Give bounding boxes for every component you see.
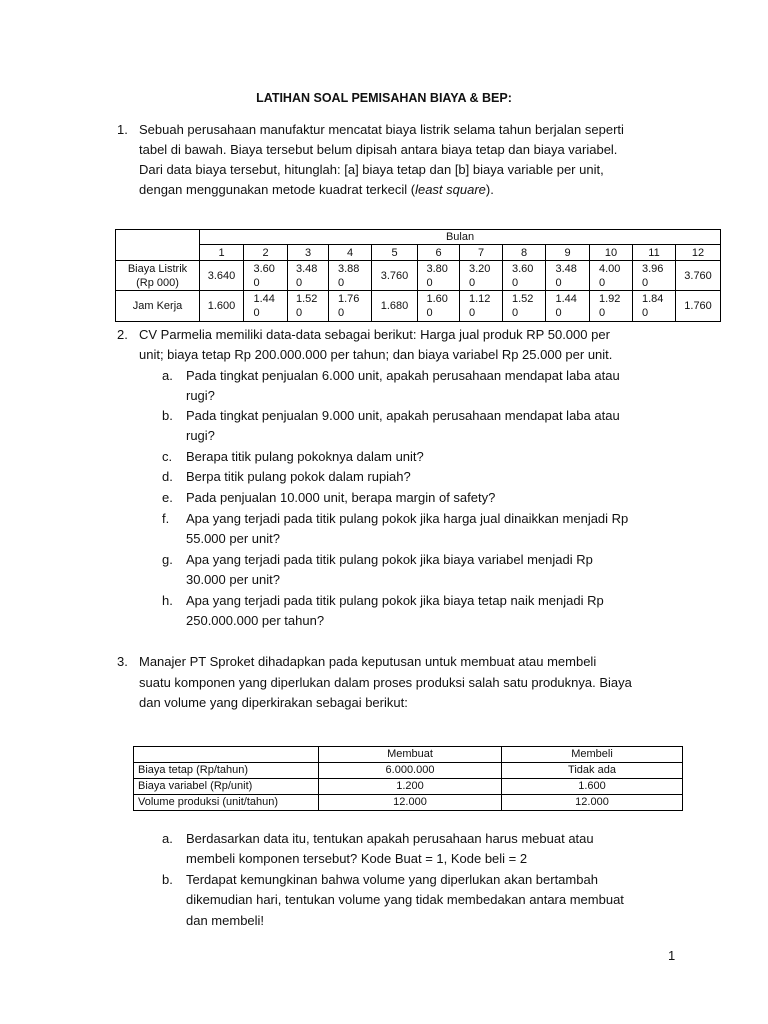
cell-value: 3.600 xyxy=(253,262,275,289)
subitem-line: 55.000 per unit? xyxy=(186,531,280,546)
month-header: 2 xyxy=(244,245,288,261)
row-label: Biaya variabel (Rp/unit) xyxy=(134,779,319,795)
month-header: 11 xyxy=(633,245,676,261)
month-number-row xyxy=(116,245,721,261)
month-header: 12 xyxy=(676,245,721,261)
subitem-line: Berdasarkan data itu, tentukan apakah perusahaan harus mebuat atau xyxy=(186,831,594,846)
q2-number: 2. xyxy=(117,327,128,342)
table-corner-cell xyxy=(134,747,319,763)
month-header: 5 xyxy=(372,245,418,261)
make-or-buy-table xyxy=(133,746,683,811)
row-label: Volume produksi (unit/tahun) xyxy=(134,795,319,811)
subitem-letter: b. xyxy=(162,872,173,887)
table-cell: Tidak ada xyxy=(502,763,683,779)
subitem-line: 30.000 per unit? xyxy=(186,572,280,587)
subitem-line: rugi? xyxy=(186,388,215,403)
row-label: Biaya tetap (Rp/tahun) xyxy=(134,763,319,779)
table-cell: 12.000 xyxy=(319,795,502,811)
subitem-line: Pada tingkat penjualan 6.000 unit, apakah perusahaan mendapat laba atau xyxy=(186,368,620,383)
table-cell: 1.600 xyxy=(200,291,244,322)
subitem-line: Berpa titik pulang pokok dalam rupiah? xyxy=(186,469,411,484)
table-cell: 1.760 xyxy=(676,291,721,322)
table-cell xyxy=(633,291,676,322)
table-cell: 3.760 xyxy=(372,261,418,291)
month-header: 7 xyxy=(460,245,503,261)
table-header-row xyxy=(134,747,683,763)
q3-number: 3. xyxy=(117,654,128,669)
table-cell xyxy=(329,261,372,291)
q2-line: unit; biaya tetap Rp 200.000.000 per tahun; dan biaya variabel Rp 25.000 per unit. xyxy=(139,347,613,362)
cell-value: 3.600 xyxy=(512,262,534,289)
cell-value: 1.120 xyxy=(469,293,491,319)
subitem-letter: a. xyxy=(162,368,173,383)
table-cell xyxy=(460,261,503,291)
table-cell: 1.600 xyxy=(502,779,683,795)
cell-value: 3.880 xyxy=(338,262,360,289)
table-cell: 6.000.000 xyxy=(319,763,502,779)
month-header: 8 xyxy=(503,245,546,261)
table-cell xyxy=(244,291,288,322)
table-cell xyxy=(288,261,329,291)
cell-value: 1.840 xyxy=(642,293,664,319)
table-cell xyxy=(590,291,633,322)
subitem-line: Apa yang terjadi pada titik pulang pokok jika harga jual dinaikkan menjadi Rp xyxy=(186,511,629,526)
q1-number: 1. xyxy=(117,122,128,137)
table-row xyxy=(134,779,683,795)
q3-line: dan volume yang diperkirakan sebagai berikut: xyxy=(139,695,408,710)
subitem-line: dan membeli! xyxy=(186,913,265,928)
subitem-letter: a. xyxy=(162,831,173,846)
month-header: 4 xyxy=(329,245,372,261)
cell-value: 3.960 xyxy=(642,262,664,289)
row-label-line: (Rp 000) xyxy=(136,276,179,289)
table-row xyxy=(116,291,721,322)
row-label xyxy=(116,291,200,322)
subitem-letter: b. xyxy=(162,408,173,423)
month-group-header: Bulan xyxy=(200,230,721,245)
subitem-line: Apa yang terjadi pada titik pulang pokok jika biaya tetap naik menjadi Rp xyxy=(186,593,604,608)
subitem-letter: e. xyxy=(162,490,173,505)
cell-value: 1.440 xyxy=(253,293,275,319)
month-header: 10 xyxy=(590,245,633,261)
cell-value: 1.520 xyxy=(296,293,318,319)
cell-value: 3.480 xyxy=(555,262,577,289)
column-header: Membuat xyxy=(319,747,502,763)
subitem-line: Pada tingkat penjualan 9.000 unit, apakah perusahaan mendapat laba atau xyxy=(186,408,620,423)
month-header: 3 xyxy=(288,245,329,261)
subitem-letter: h. xyxy=(162,593,173,608)
cell-value: 1.520 xyxy=(512,293,534,319)
q1-italic-term: least square xyxy=(415,182,486,197)
row-label xyxy=(116,261,200,291)
table-corner-cell xyxy=(116,230,200,261)
subitem-line: Berapa titik pulang pokoknya dalam unit? xyxy=(186,449,424,464)
month-header: 9 xyxy=(546,245,590,261)
cell-value: 1.440 xyxy=(555,293,577,319)
table-cell: 12.000 xyxy=(502,795,683,811)
subitem-letter: c. xyxy=(162,449,173,464)
subitem-line: dikemudian hari, tentukan volume yang tidak membedakan antara membuat xyxy=(186,892,624,907)
table-cell: 3.640 xyxy=(200,261,244,291)
cell-value: 3.480 xyxy=(296,262,318,289)
q3-line: suatu komponen yang diperlukan dalam proses produksi salah satu produknya. Biaya xyxy=(139,675,632,690)
cell-value: 1.760 xyxy=(338,293,360,319)
subitem-line: Apa yang terjadi pada titik pulang pokok jika biaya variabel menjadi Rp xyxy=(186,552,593,567)
q1-line-text: ). xyxy=(485,182,494,197)
subitem-line: rugi? xyxy=(186,428,215,443)
q1-line: Dari data biaya tersebut, hitunglah: [a] biaya tetap dan [b] biaya variable per unit, xyxy=(139,162,604,177)
column-header: Membeli xyxy=(502,747,683,763)
cell-value: 1.600 xyxy=(426,293,448,319)
table-cell: 1.680 xyxy=(372,291,418,322)
table-header-row xyxy=(116,230,721,245)
electricity-cost-table xyxy=(115,229,721,322)
table-row xyxy=(134,763,683,779)
page-number: 1 xyxy=(668,948,676,963)
row-label-line: Biaya Listrik xyxy=(127,262,188,275)
subitem-letter: d. xyxy=(162,469,173,484)
q2-line: CV Parmelia memiliki data-data sebagai berikut: Harga jual produk RP 50.000 per xyxy=(139,327,610,342)
subitem-line: membeli komponen tersebut? Kode Buat = 1, Kode beli = 2 xyxy=(186,851,528,866)
table-cell xyxy=(633,261,676,291)
q1-line-text: dengan menggunakan metode kuadrat terkecil ( xyxy=(139,182,416,197)
month-header: 6 xyxy=(418,245,460,261)
table-cell xyxy=(418,291,460,322)
table-cell xyxy=(546,261,590,291)
table-cell xyxy=(418,261,460,291)
row-label-line: Jam Kerja xyxy=(132,300,183,312)
table-cell: 1.200 xyxy=(319,779,502,795)
table-cell xyxy=(288,291,329,322)
table-row xyxy=(116,261,721,291)
table-cell xyxy=(503,291,546,322)
month-header: 1 xyxy=(200,245,244,261)
table-row xyxy=(134,795,683,811)
subitem-letter: f. xyxy=(162,511,170,526)
cell-value: 3.800 xyxy=(426,262,448,289)
subitem-letter: g. xyxy=(162,552,173,567)
q1-line xyxy=(139,180,494,200)
table-cell xyxy=(590,261,633,291)
cell-value: 1.920 xyxy=(599,293,621,319)
subitem-line: Pada penjualan 10.000 unit, berapa margin of safety? xyxy=(186,490,496,505)
table-cell xyxy=(244,261,288,291)
table-cell xyxy=(329,291,372,322)
q1-line: Sebuah perusahaan manufaktur mencatat biaya listrik selama tahun berjalan seperti xyxy=(139,122,624,137)
subitem-line: 250.000.000 per tahun? xyxy=(186,613,325,628)
table-cell xyxy=(460,291,503,322)
subitem-line: Terdapat kemungkinan bahwa volume yang diperlukan akan bertambah xyxy=(186,872,598,887)
table-cell xyxy=(546,291,590,322)
cell-value: 3.200 xyxy=(469,262,491,289)
page-title: LATIHAN SOAL PEMISAHAN BIAYA & BEP: xyxy=(256,91,512,105)
table-cell: 3.760 xyxy=(676,261,721,291)
q1-line: tabel di bawah. Biaya tersebut belum dipisah antara biaya tetap dan biaya variabel. xyxy=(139,142,618,157)
table-cell xyxy=(503,261,546,291)
q3-line: Manajer PT Sproket dihadapkan pada keputusan untuk membuat atau membeli xyxy=(139,654,597,669)
cell-value: 4.000 xyxy=(599,262,621,289)
